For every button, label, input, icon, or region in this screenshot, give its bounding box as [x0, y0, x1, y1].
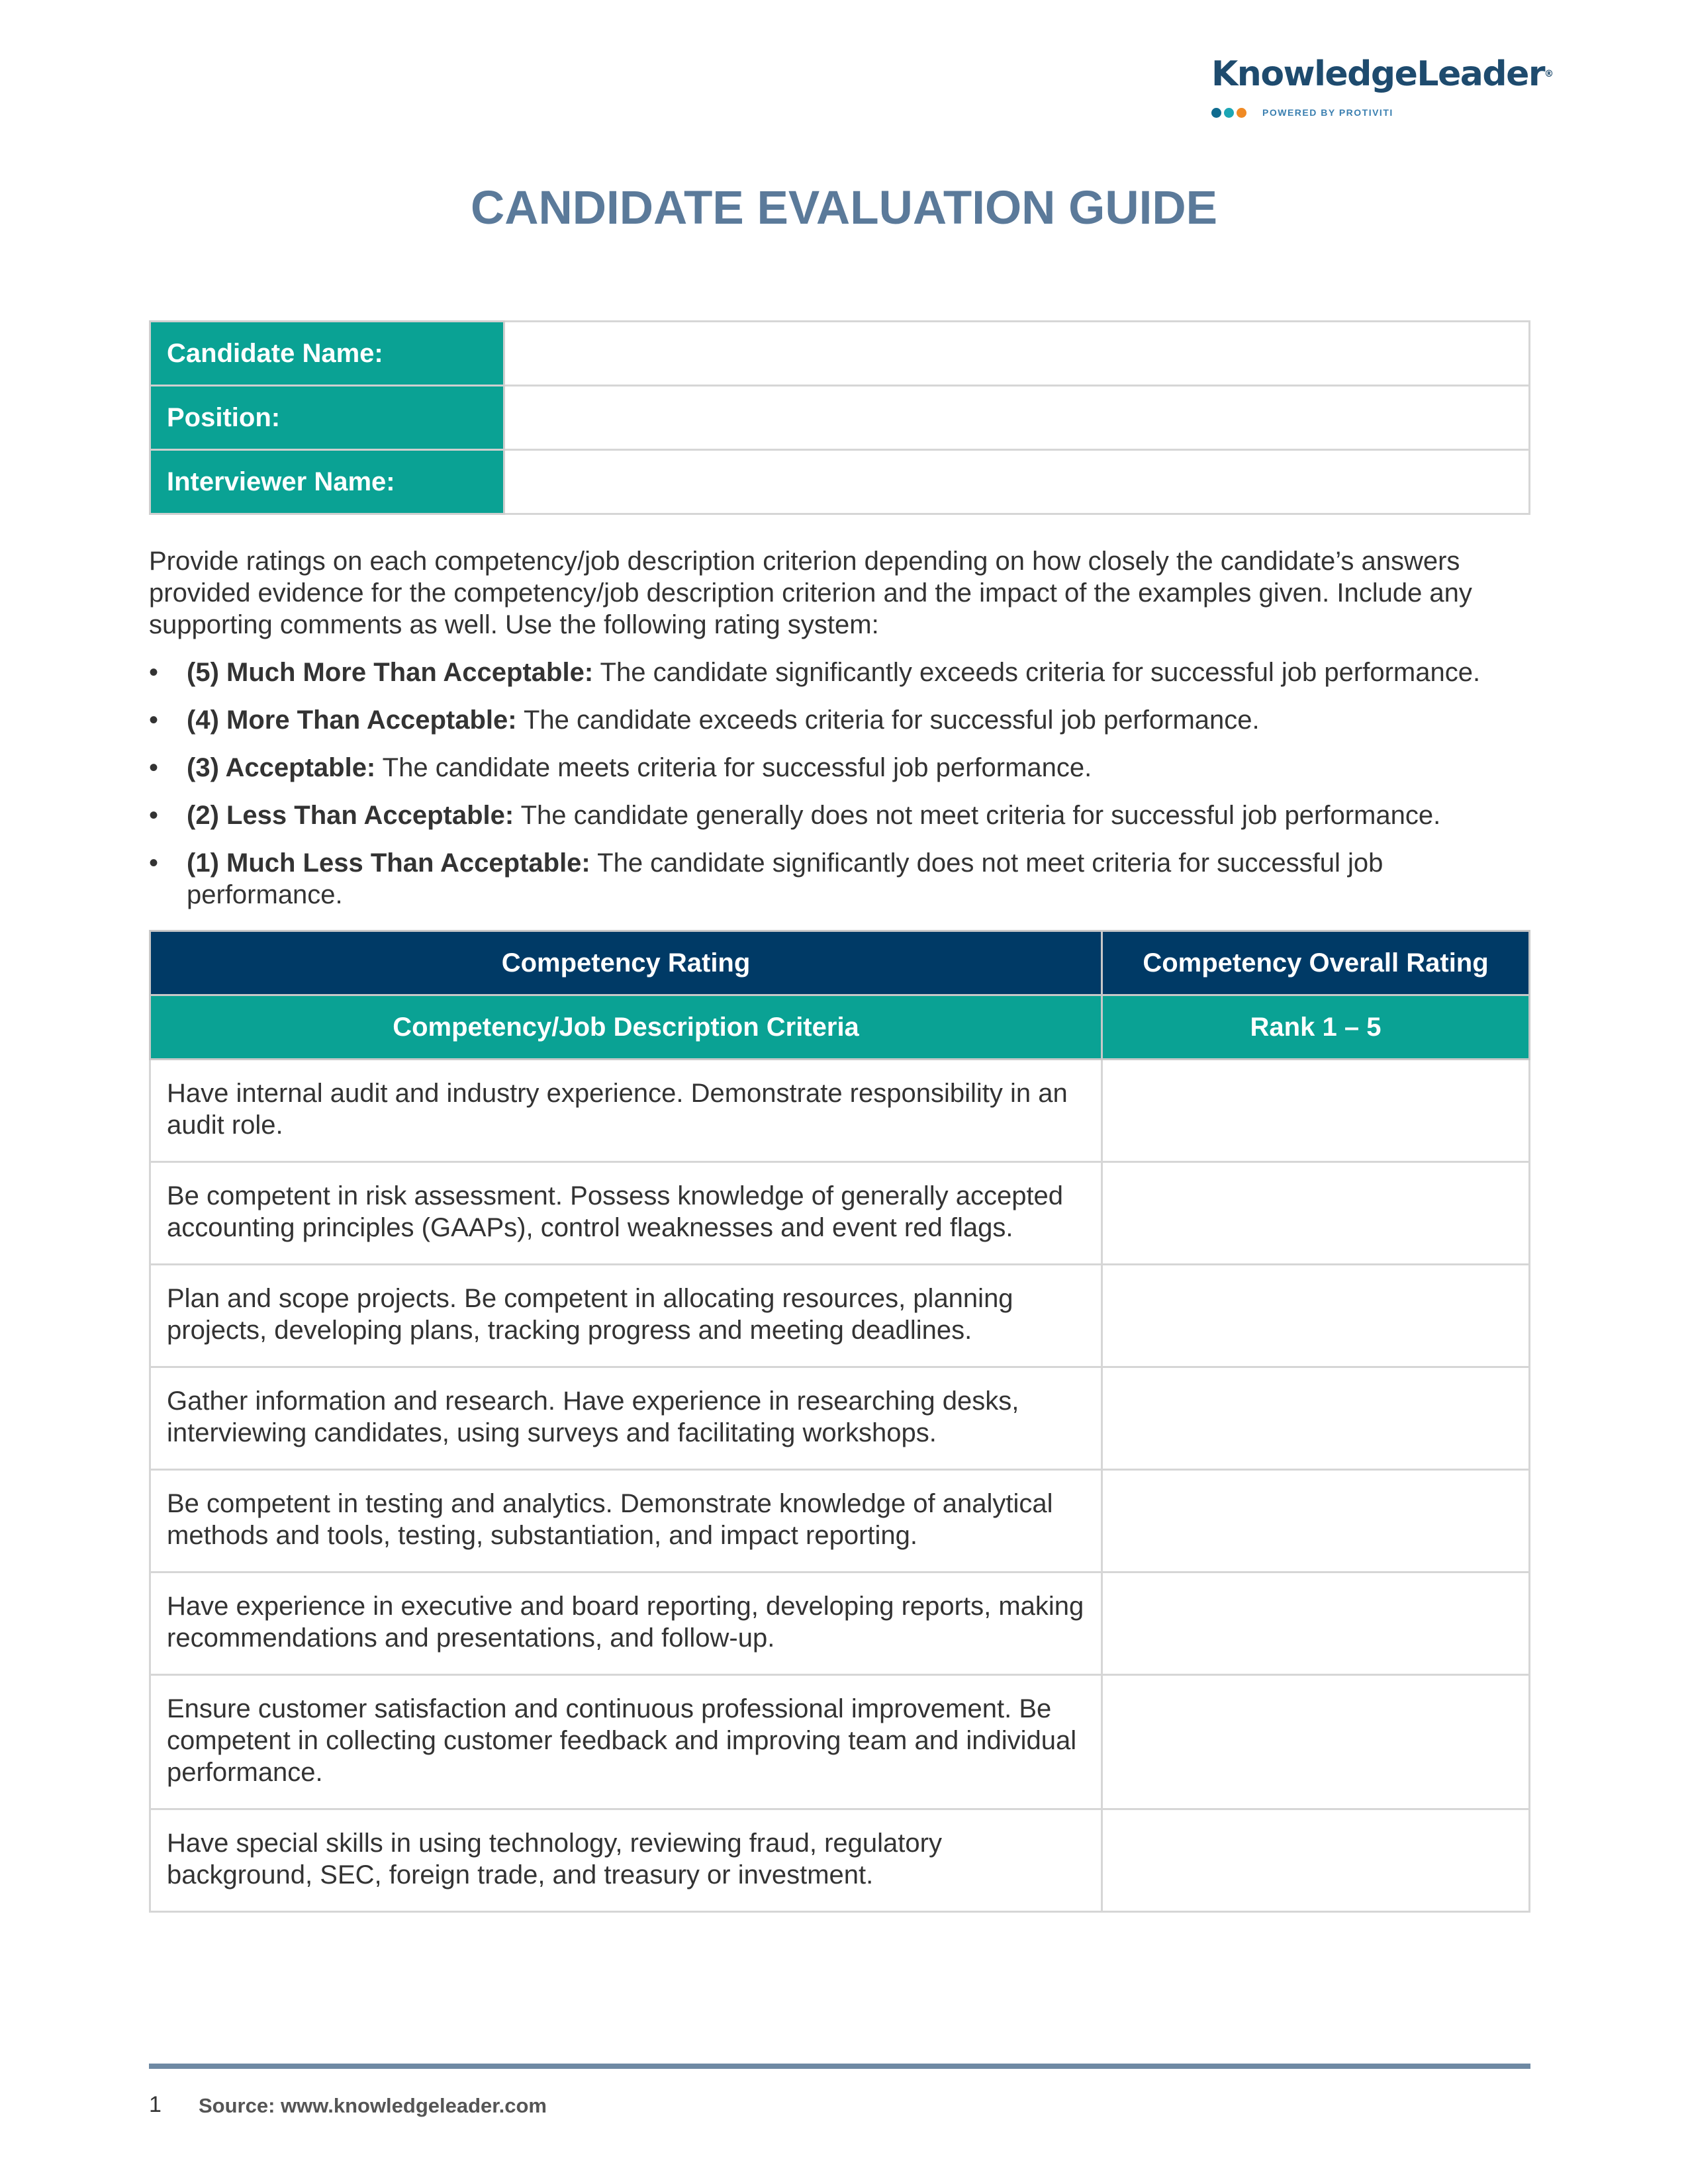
- table-row: [150, 1470, 1530, 1572]
- interviewer-name-label: Interviewer Name:: [150, 450, 504, 514]
- rank-header: Rank 1 – 5: [1102, 995, 1530, 1060]
- rank-input-cell[interactable]: [1102, 1367, 1530, 1470]
- candidate-name-field[interactable]: [504, 322, 1530, 386]
- criteria-cell: Have internal audit and industry experience. Demonstrate responsibility in an audit role.: [150, 1060, 1102, 1162]
- position-field[interactable]: [504, 386, 1530, 450]
- logo-dot-icon: [1211, 108, 1221, 118]
- rank-input-cell[interactable]: [1102, 1675, 1530, 1809]
- rating-item-4: [149, 704, 1532, 736]
- rank-input-cell[interactable]: [1102, 1265, 1530, 1367]
- competency-rating-header: Competency Rating: [150, 931, 1102, 995]
- page-title: CANDIDATE EVALUATION GUIDE: [470, 182, 1218, 234]
- candidate-info-table: [149, 320, 1530, 515]
- competency-overall-rating-header: Competency Overall Rating: [1102, 931, 1530, 995]
- table-row: [150, 1367, 1530, 1470]
- logo-dots-icon: [1211, 108, 1246, 118]
- rating-item-3: [149, 752, 1532, 784]
- candidate-name-label: Candidate Name:: [150, 322, 504, 386]
- criteria-cell: Plan and scope projects. Be competent in allocating resources, planning projects, developing plans, tracking progress and meeting deadlines.: [150, 1265, 1102, 1367]
- criteria-cell: Ensure customer satisfaction and continuous professional improvement. Be competent in collecting customer feedback and improving team and individual performance.: [150, 1675, 1102, 1809]
- table-row: [150, 1265, 1530, 1367]
- rating-term: (4) More Than Acceptable:: [187, 705, 517, 735]
- table-row: [150, 1162, 1530, 1265]
- rating-term: (5) Much More Than Acceptable:: [187, 658, 594, 687]
- rating-item-2: [149, 799, 1532, 831]
- competency-header-row: [150, 931, 1530, 995]
- rank-input-cell[interactable]: [1102, 1162, 1530, 1265]
- rating-description: The candidate meets criteria for successful job performance.: [375, 753, 1092, 782]
- rating-term: (2) Less Than Acceptable:: [187, 801, 514, 830]
- table-row: [150, 1572, 1530, 1675]
- instructions-paragraph: Provide ratings on each competency/job description criterion depending on how closely the candidate’s answers provided evidence for the competency/job description criterion and the impact of the examples given. Include any supporting comments as well. Use the following rating system:: [149, 547, 1472, 639]
- rating-term: (3) Acceptable:: [187, 753, 376, 782]
- info-row-candidate-name: [150, 322, 1530, 386]
- info-row-position: [150, 386, 1530, 450]
- source-link[interactable]: Source: www.knowledgeleader.com: [199, 2094, 547, 2117]
- criteria-header: Competency/Job Description Criteria: [150, 995, 1102, 1060]
- rating-item-1: [149, 847, 1532, 911]
- logo-subline: [1211, 106, 1393, 119]
- rank-input-cell[interactable]: [1102, 1470, 1530, 1572]
- table-row: [150, 1675, 1530, 1809]
- rating-description: The candidate significantly does not meet criteria for successful job performance.: [187, 848, 1383, 909]
- page-number: 1: [149, 2092, 162, 2117]
- interviewer-name-field[interactable]: [504, 450, 1530, 514]
- rating-term: (1) Much Less Than Acceptable:: [187, 848, 590, 878]
- info-row-interviewer-name: [150, 450, 1530, 514]
- rating-description: The candidate exceeds criteria for successful job performance.: [516, 705, 1260, 735]
- rank-input-cell[interactable]: [1102, 1809, 1530, 1912]
- table-row: [150, 1809, 1530, 1912]
- criteria-header-row: [150, 995, 1530, 1060]
- rank-input-cell[interactable]: [1102, 1572, 1530, 1675]
- logo-dot-icon: [1237, 108, 1246, 118]
- competency-table: [149, 930, 1530, 1913]
- criteria-cell: Be competent in risk assessment. Possess knowledge of generally accepted accounting principles (GAAPs), control weaknesses and event red flags.: [150, 1162, 1102, 1265]
- logo-dot-icon: [1224, 108, 1234, 118]
- table-row: [150, 1060, 1530, 1162]
- rating-item-5: [149, 657, 1532, 688]
- criteria-cell: Have special skills in using technology, reviewing fraud, regulatory background, SEC, foreign trade, and treasury or investment.: [150, 1809, 1102, 1912]
- rating-system-list: [149, 657, 1532, 927]
- position-label: Position:: [150, 386, 504, 450]
- rank-input-cell[interactable]: [1102, 1060, 1530, 1162]
- criteria-cell: Be competent in testing and analytics. Demonstrate knowledge of analytical methods and tools, testing, substantiation, and impact reporting.: [150, 1470, 1102, 1572]
- rating-description: The candidate generally does not meet criteria for successful job performance.: [514, 801, 1441, 830]
- footer-divider: [149, 2064, 1530, 2069]
- logo-wordmark: KnowledgeLeader: [1211, 54, 1545, 94]
- logo-tagline: POWERED BY PROTIVITI: [1262, 107, 1393, 118]
- criteria-cell: Have experience in executive and board reporting, developing reports, making recommendations and presentations, and follow-up.: [150, 1572, 1102, 1675]
- criteria-cell: Gather information and research. Have experience in researching desks, interviewing candidates, using surveys and facilitating workshops.: [150, 1367, 1102, 1470]
- knowledgeleader-logo: [1211, 54, 1554, 127]
- rating-description: The candidate significantly exceeds criteria for successful job performance.: [593, 658, 1481, 687]
- logo-registered-mark: ®: [1544, 69, 1554, 79]
